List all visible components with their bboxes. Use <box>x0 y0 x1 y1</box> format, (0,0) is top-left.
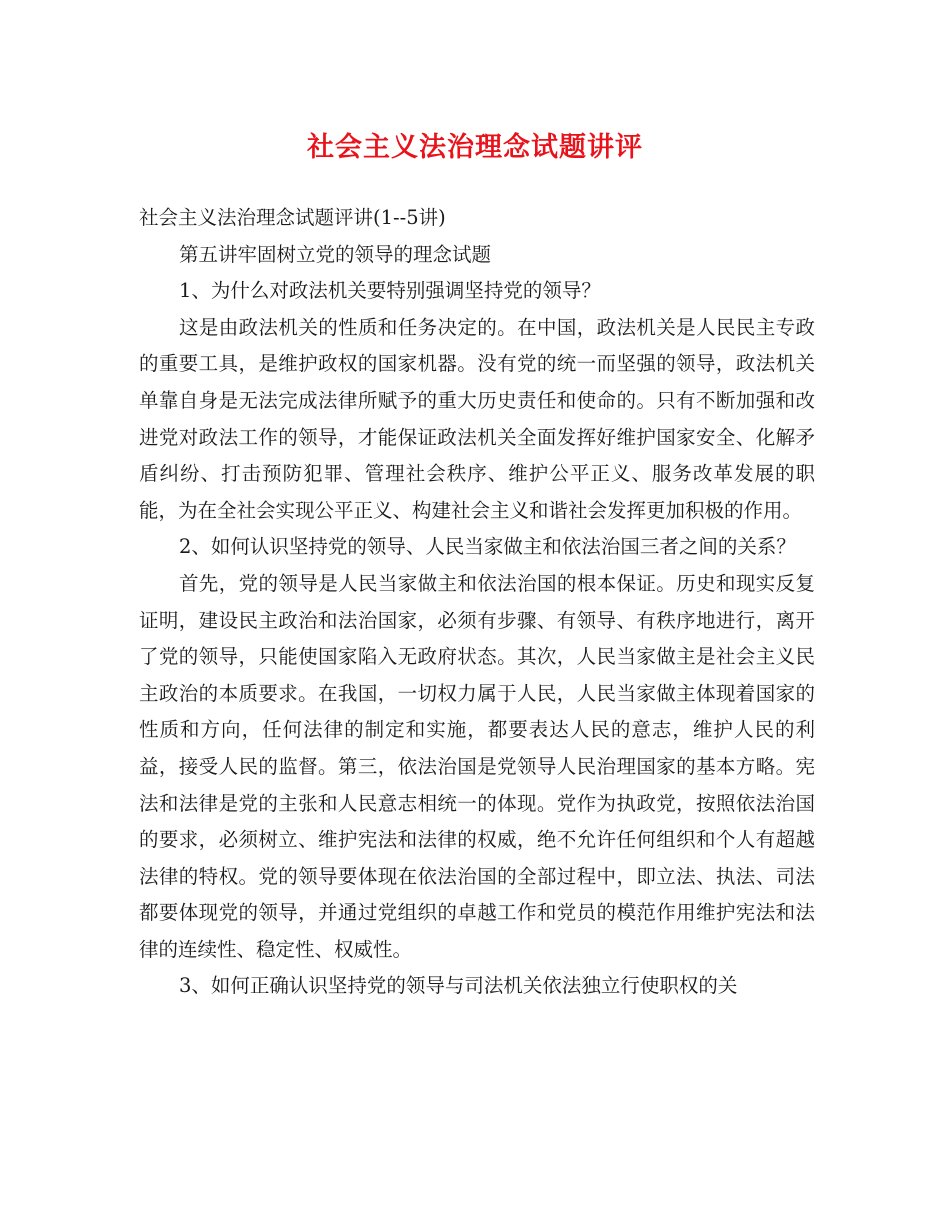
answer-2: 首先，党的领导是人民当家做主和依法治国的根本保证。历史和现实反复证明，建设民主政治和法治国家，必须有步骤、有领导、有秩序地进行，离开了党的领导，只能使国家陷入无政府状态。其次，人民当家做主是社会主义民主政治的本质要求。在我国，一切权力属于人民，人民当家做主体现着国家的性质和方向，任何法律的制定和实施，都要表达人民的意志，维护人民的利益，接受人民的监督。第三，依法治国是党领导人民治理国家的基本方略。宪法和法律是党的主张和人民意志相统一的体现。党作为执政党，按照依法治国的要求，必须树立、维护宪法和法律的权威，绝不允许任何组织和个人有超越法律的特权。党的领导要体现在依法治国的全部过程中，即立法、执法、司法都要体现党的领导，并通过党组织的卓越工作和党员的模范作用维护宪法和法律的连续性、稳定性、权威性。 <box>139 571 815 961</box>
question-2: 2、如何认识坚持党的领导、人民当家做主和依法治国三者之间的关系？ <box>179 535 796 559</box>
document-title: 社会主义法治理念试题讲评 <box>307 132 643 163</box>
answer-1: 这是由政法机关的性质和任务决定的。在中国，政法机关是人民民主专政的重要工具，是维护政权的国家机器。没有党的统一而坚强的领导，政法机关单靠自身是无法完成法律所赋予的重大历史责任和使命的。只有不断加强和改进党对政法工作的领导，才能保证政法机关全面发挥好维护国家安全、化解矛盾纠纷、打击预防犯罪、管理社会秩序、维护公平正义、服务改革发展的职能，为在全社会实现公平正义、构建社会主义和谐社会发挥更加积极的作用。 <box>139 315 815 522</box>
document-subtitle: 社会主义法治理念试题评讲(1--5讲) <box>139 206 446 229</box>
lecture-heading: 第五讲牢固树立党的领导的理念试题 <box>179 242 492 266</box>
question-1: 1、为什么对政法机关要特别强调坚持党的领导？ <box>179 279 601 303</box>
question-3: 3、如何正确认识坚持党的领导与司法机关依法独立行使职权的关 <box>179 974 738 998</box>
document-body <box>139 200 815 1005</box>
